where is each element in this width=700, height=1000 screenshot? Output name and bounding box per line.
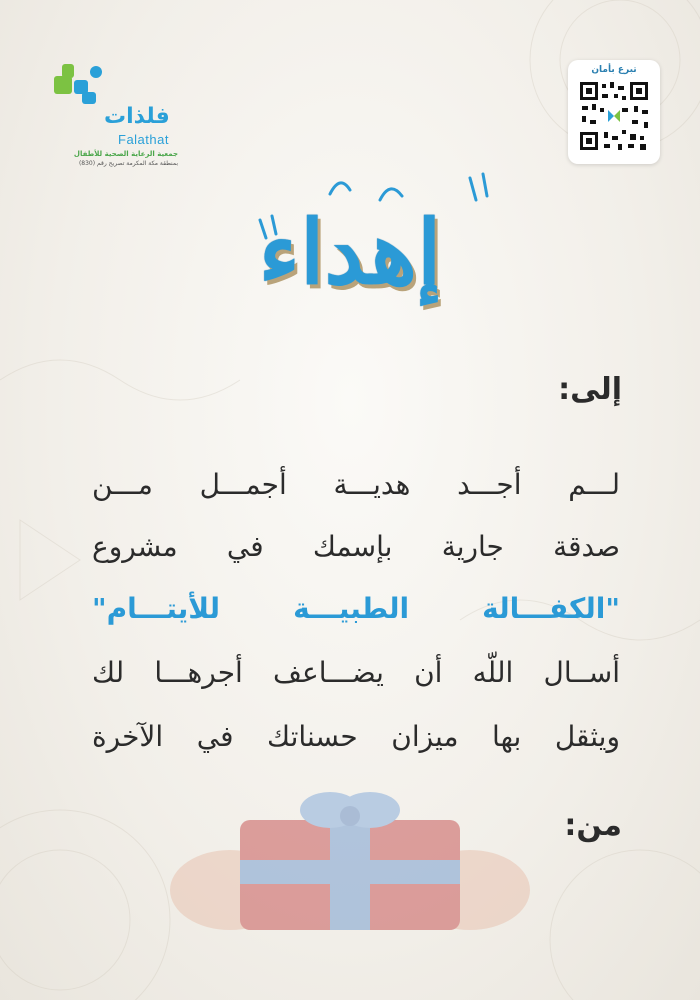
to-label: إلى: (558, 372, 622, 407)
message-line-4: أســال اللّه أن يضـــاعف أجرهـــا لك (92, 656, 620, 689)
message-line-1: لـــم أجـــد هديـــة أجمـــل مـــن (92, 468, 620, 501)
gift-box-illustration (170, 780, 530, 950)
logo-name-arabic: فلذات (104, 104, 170, 129)
qr-caption: تبرع بأمان (591, 65, 637, 75)
message-line-2: صدقة جارية بإسمك في مشروع (92, 530, 620, 563)
page-title: إهداء (258, 200, 442, 304)
qr-code-icon[interactable] (578, 80, 650, 152)
logo-mark-icon (48, 60, 108, 110)
logo-license: بمنطقة مكة المكرمة تصريح رقم (830) (78, 160, 178, 167)
logo-name-english: Falathat (118, 132, 169, 147)
from-label: من: (564, 808, 622, 843)
falathat-logo (48, 60, 178, 170)
message-line-5: ويثقل بها ميزان حسناتك في الآخرة (92, 720, 620, 753)
qr-center-logo (606, 108, 622, 124)
logo-subtitle: جمعية الرعاية الصحية للأطفال (73, 150, 178, 158)
title-block (180, 160, 520, 330)
message-line-project: "الكفـــالة الطبيـــة للأيتـــام" (92, 592, 620, 625)
donation-qr-card[interactable] (568, 60, 660, 164)
